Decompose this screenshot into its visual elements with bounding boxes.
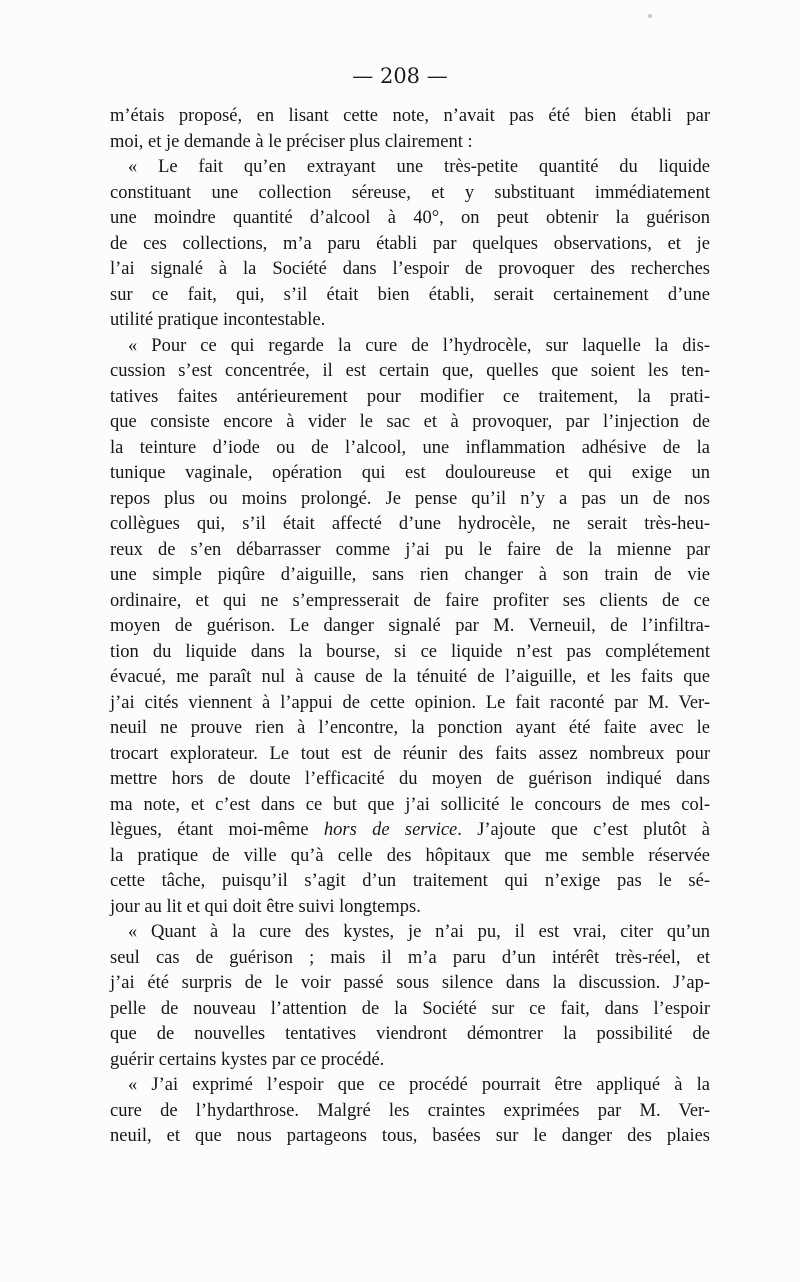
text-line: j’ai cités viennent à l’appui de cette opinion. Le fait raconté par M. Ver- <box>110 692 710 713</box>
body-text <box>110 104 710 1150</box>
text-segment: . J’ajoute que c’est plutôt à <box>457 820 710 840</box>
text-line: jour au lit et qui doit être suivi longtemps. <box>110 896 421 917</box>
text-line: la pratique de ville qu’à celle des hôpitaux que me semble réservée <box>110 845 710 866</box>
text-line: de ces collections, m’a paru établi par quelques observations, et je <box>110 233 710 254</box>
text-line: mettre hors de doute l’efficacité du moyen de guérison indiqué dans <box>110 769 710 789</box>
text-line: évacué, me paraît nul à cause de la ténuité de l’aiguille, et les faits que <box>110 667 710 687</box>
text-line: « Le fait qu’en extrayant une très-petite quantité du liquide <box>128 157 710 177</box>
text-line: moi, et je demande à le préciser plus clairement : <box>110 131 473 152</box>
text-line: que consiste encore à vider le sac et à provoquer, par l’injection de <box>110 412 710 432</box>
text-line: collègues qui, s’il était affecté d’une hydrocèle, ne serait très-heu- <box>110 514 710 534</box>
text-line: repos plus ou moins prolongé. Je pense qu’il n’y a pas un de nos <box>110 488 710 509</box>
text-line: « Quant à la cure des kystes, je n’ai pu, il est vrai, citer qu’un <box>128 922 710 942</box>
text-line: ma note, et c’est dans ce but que j’ai sollicité le concours de mes col- <box>110 794 710 815</box>
text-line: seul cas de guérison ; mais il m’a paru d’un intérêt très-réel, et <box>110 947 710 968</box>
text-line: cure de l’hydarthrose. Malgré les craintes exprimées par M. Ver- <box>110 1100 710 1121</box>
text-line: cussion s’est concentrée, il est certain que, quelles que soient les ten- <box>110 361 710 381</box>
text-line: moyen de guérison. Le danger signalé par M. Verneuil, de l’infiltra- <box>110 616 710 636</box>
text-line: ordinaire, et qui ne s’empresserait de faire profiter ses clients de ce <box>110 590 710 611</box>
text-line: neuil, et que nous partageons tous, basées sur le danger des plaies <box>110 1126 710 1146</box>
text-line: m’étais proposé, en lisant cette note, n’avait pas été bien établi par <box>110 106 710 126</box>
text-line: pelle de nouveau l’attention de la Société sur ce fait, dans l’espoir <box>110 998 710 1019</box>
text-line: neuil ne prouve rien à l’encontre, la ponction ayant été faite avec le <box>110 718 710 738</box>
text-line: une moindre quantité d’alcool à 40°, on peut obtenir la guérison <box>110 208 710 228</box>
text-line: tatives faites antérieurement pour modifier ce traitement, la prati- <box>110 386 710 407</box>
text-line: constituant une collection séreuse, et y substituant immédiatement <box>110 182 710 203</box>
italic-phrase: hors de service <box>323 820 458 840</box>
paper-speck <box>648 14 652 18</box>
text-line <box>110 818 710 844</box>
text-line: l’ai signalé à la Société dans l’espoir de provoquer des recherches <box>110 259 710 279</box>
page-number: — 208 — <box>352 64 448 88</box>
text-line: tion du liquide dans la bourse, si ce liquide n’est pas complétement <box>110 641 710 662</box>
text-line: trocart explorateur. Le tout est de réunir des faits assez nombreux pour <box>110 743 710 764</box>
text-line: cette tâche, puisqu’il s’agit d’un traitement qui n’exige pas le sé- <box>110 871 710 891</box>
text-line: sur ce fait, qui, s’il était bien établi, serait certainement d’une <box>110 284 710 305</box>
text-line: que de nouvelles tentatives viendront démontrer la possibilité de <box>110 1024 710 1044</box>
text-line: « Pour ce qui regarde la cure de l’hydrocèle, sur laquelle la dis- <box>128 335 710 356</box>
text-line: tunique vaginale, opération qui est douloureuse et qui exige un <box>110 463 710 483</box>
text-line: « J’ai exprimé l’espoir que ce procédé pourrait être appliqué à la <box>128 1075 710 1095</box>
text-line: la teinture d’iode ou de l’alcool, une inflammation adhésive de la <box>110 437 710 458</box>
text-line: j’ai été surpris de le voir passé sous silence dans la discussion. J’ap- <box>110 973 710 993</box>
text-line: reux de s’en débarrasser comme j’ai pu le faire de la mienne par <box>110 539 710 560</box>
text-line: guérir certains kystes par ce procédé. <box>110 1049 385 1070</box>
text-segment: lègues, étant moi-même <box>110 820 324 840</box>
text-line: une simple piqûre d’aiguille, sans rien changer à son train de vie <box>110 565 710 585</box>
text-line: utilité pratique incontestable. <box>110 310 326 330</box>
